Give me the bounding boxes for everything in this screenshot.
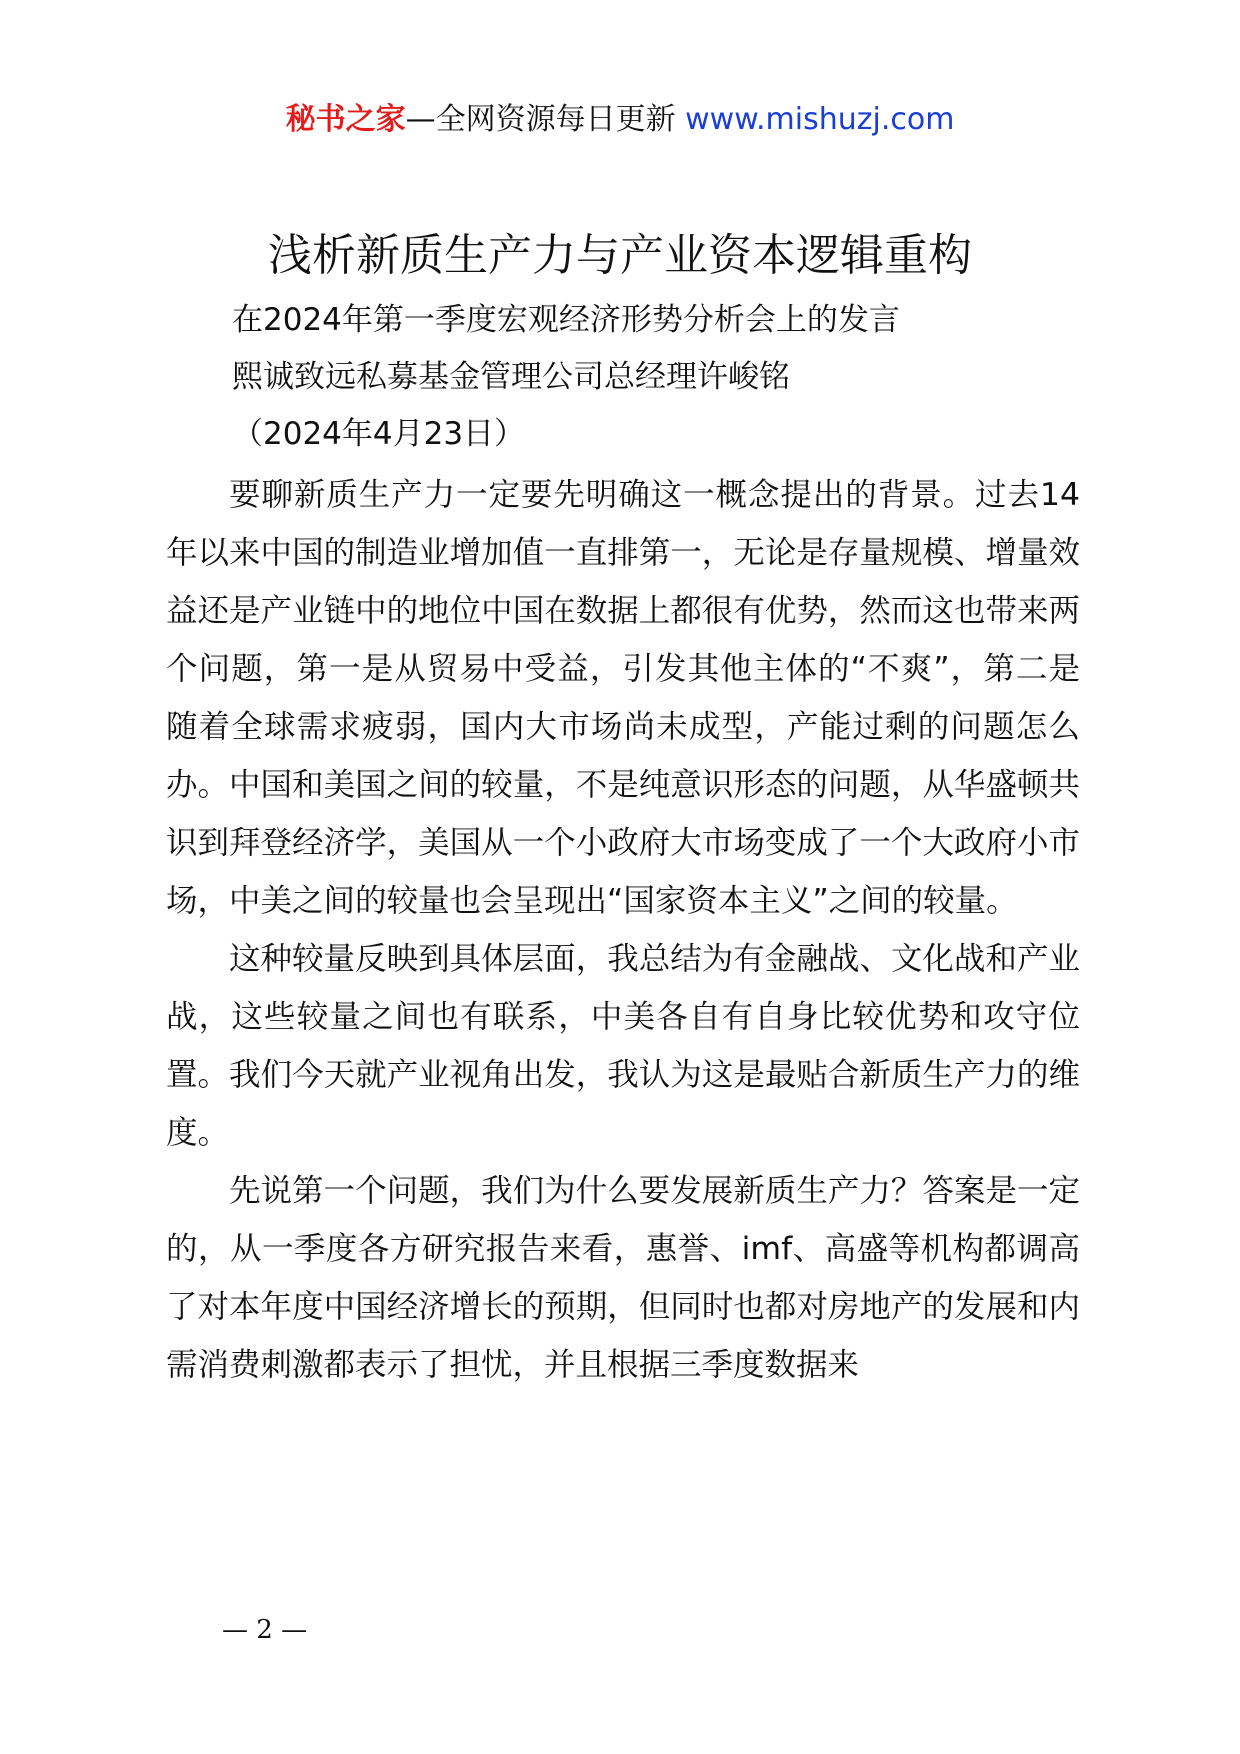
document-body — [166, 466, 1080, 1394]
page-number: — 2 — — [222, 1615, 308, 1645]
speech-occasion: 在2024年第一季度宏观经济形势分析会上的发言 — [232, 302, 900, 338]
document-title: 浅析新质生产力与产业资本逻辑重构 — [268, 230, 972, 281]
body-paragraph-2: 这种较量反映到具体层面，我总结为有金融战、文化战和产业战，这些较量之间也有联系，中美各自有自身比较优势和攻守位置。我们今天就产业视角出发，我认为这是最贴合新质生产力的维度。 — [166, 941, 1080, 1151]
site-tagline: —全网资源每日更新 — [405, 102, 686, 137]
speech-date: （2024年4月23日） — [232, 416, 526, 452]
body-paragraph-1: 要聊新质生产力一定要先明确这一概念提出的背景。过去14年以来中国的制造业增加值一直排第一，无论是存量规模、增量效益还是产业链中的地位中国在数据上都很有优势，然而这也带来两个问题，第一是从贸易中受益，引发其他主体的“不爽”，第二是随着全球需求疲弱，国内大市场尚未成型，产能过剩的问题怎么办。中国和美国之间的较量，不是纯意识形态的问题，从华盛顿共识到拜登经济学，美国从一个小政府大市场变成了一个大政府小市场，中美之间的较量也会呈现出“国家资本主义”之间的较量。 — [166, 477, 1080, 919]
site-banner — [0, 100, 1240, 140]
site-url-link[interactable]: www.mishuzj.com — [685, 102, 955, 137]
speaker-line: 熙诚致远私募基金管理公司总经理许峻铭 — [232, 359, 790, 395]
body-paragraph-3: 先说第一个问题，我们为什么要发展新质生产力？答案是一定的，从一季度各方研究报告来看，惠誉、imf、高盛等机构都调高了对本年度中国经济增长的预期，但同时也都对房地产的发展和内需消费刺激都表示了担忧，并且根据三季度数据来 — [166, 1173, 1080, 1383]
site-brand: 秘书之家 — [285, 102, 406, 137]
